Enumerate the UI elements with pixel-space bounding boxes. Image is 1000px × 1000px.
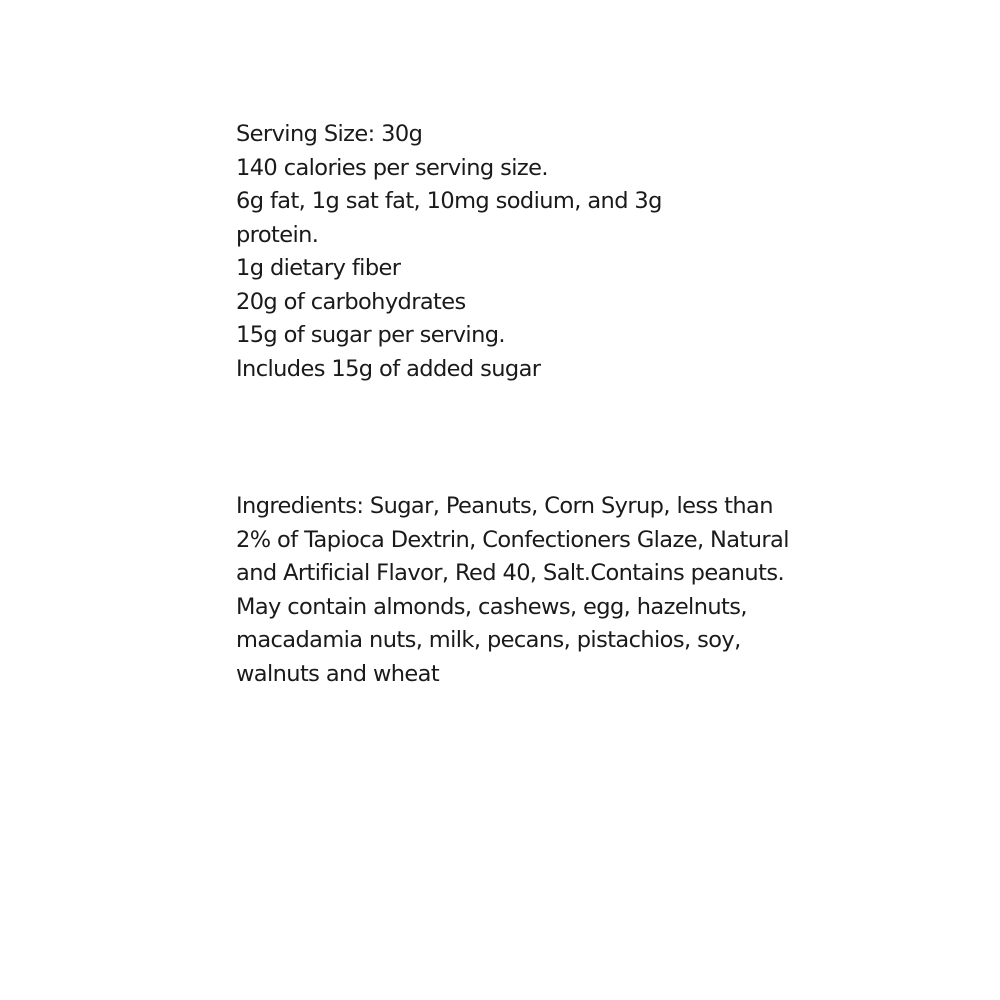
serving-size-line: Serving Size: 30g	[236, 121, 423, 147]
sugar-line: 15g of sugar per serving.	[236, 322, 505, 348]
fat-sodium-protein-line: 6g fat, 1g sat fat, 10mg sodium, and 3g	[236, 188, 662, 214]
allergen-line-2: macadamia nuts, milk, pecans, pistachios, soy,	[236, 627, 741, 653]
protein-line: protein.	[236, 221, 319, 248]
ingredients-text	[236, 490, 789, 691]
carbohydrates-line: 20g of carbohydrates	[236, 288, 466, 315]
added-sugar-line: Includes 15g of added sugar	[236, 355, 541, 382]
ingredients-line-2: 2% of Tapioca Dextrin, Confectioners Glaze, Natural	[236, 526, 789, 553]
dietary-fiber-line: 1g dietary fiber	[236, 255, 401, 281]
allergen-line-1: May contain almonds, cashews, egg, hazelnuts,	[236, 593, 747, 620]
ingredients-line-3: and Artificial Flavor, Red 40, Salt.Contains peanuts.	[236, 560, 784, 586]
ingredients-line-1: Ingredients: Sugar, Peanuts, Corn Syrup, less than	[236, 493, 773, 519]
allergen-line-3: walnuts and wheat	[236, 660, 440, 687]
nutrition-facts-text	[236, 118, 662, 386]
calories-line: 140 calories per serving size.	[236, 154, 548, 181]
